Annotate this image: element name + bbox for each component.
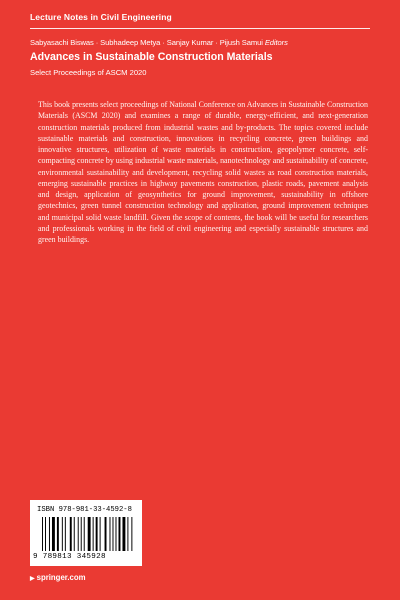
barcode-graphic xyxy=(42,517,134,551)
book-description: This book presents select proceedings of National Conference on Advances in Sustainable Construction Materials (ASCM 2020) and examines a range of durable, energy-efficient, and next-generation construction materials produced from industrial wastes and by-products. The topics covered include sustainable materials and construction, innovations in recycling concrete, green buildings and innovative structures, utilization of waste materials in construction, geopolymer concrete, self-compacting concrete by using industrial waste materials, nanotechnology and sustainability of concrete, environmental sustainability and development, recycling solid wastes as road construction materials, emerging sustainable practices in highway pavements construction, plastic roads, pavement analysis and design, application of geosynthetics for ground improvement, sustainability in offshore geotechnics, green tunnel construction technology and application, ground improvement techniques and municipal solid waste landfill. Given the scope of contents, the book will be useful for researchers and professionals working in the field of civil engineering and especially sustainable structures and green buildings. xyxy=(38,100,368,244)
publisher-website[interactable] xyxy=(30,573,86,582)
author-names: Sabyasachi Biswas · Subhadeep Metya · Sanjay Kumar · Pijush Samui xyxy=(30,38,263,47)
author-line xyxy=(30,38,288,47)
isbn-number: ISBN 978-981-33-4592-8 xyxy=(37,506,132,514)
triangle-right-icon: ▶ xyxy=(30,576,35,582)
editors-label: Editors xyxy=(264,38,288,47)
website-text: springer.com xyxy=(36,573,86,582)
series-name: Lecture Notes in Civil Engineering xyxy=(30,12,172,22)
header-rule xyxy=(30,28,370,29)
book-title: Advances in Sustainable Construction Materials xyxy=(30,51,273,63)
barcode-digits: 9 789813 345928 xyxy=(33,553,106,561)
book-subtitle: Select Proceedings of ASCM 2020 xyxy=(30,68,147,77)
isbn-barcode-block xyxy=(30,500,142,566)
